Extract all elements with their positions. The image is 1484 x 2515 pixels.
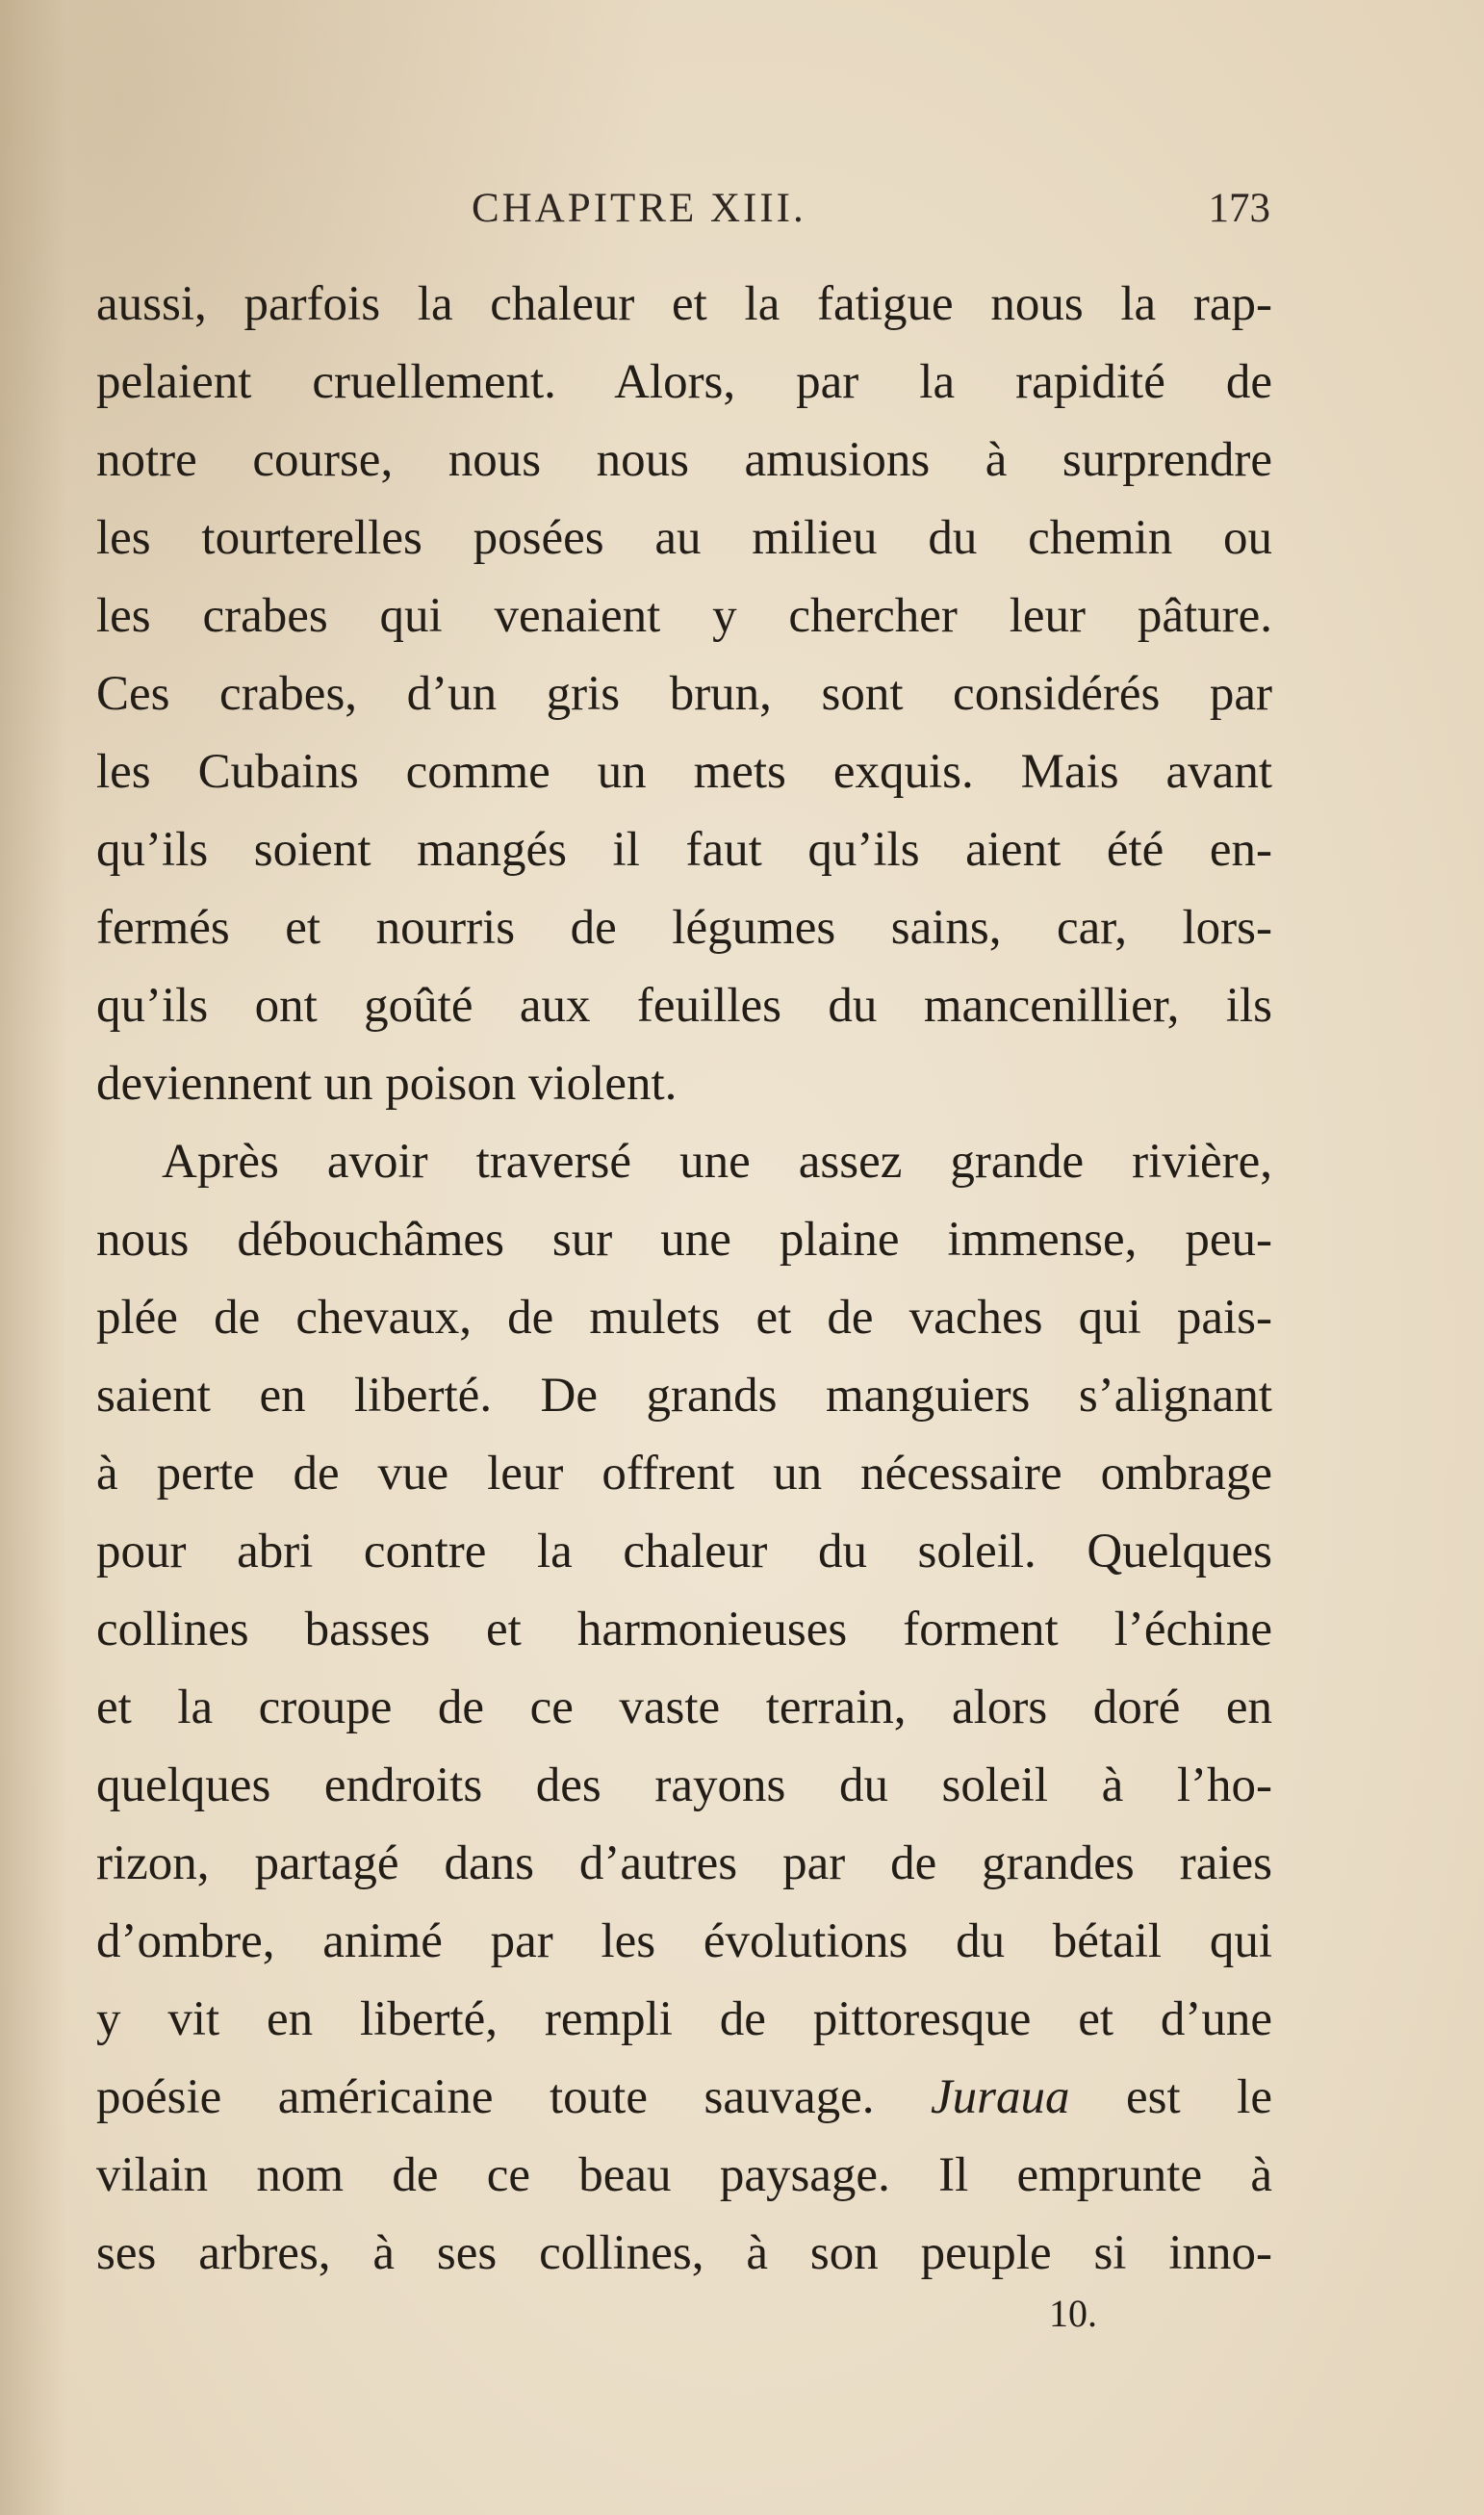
text-line: pour abri contre la chaleur du soleil. Quelques	[96, 1525, 1272, 1578]
text-line: deviennent un poison violent.	[96, 1057, 678, 1111]
text-line: qu’ils soient mangés il faut qu’ils aient été en-	[96, 823, 1272, 877]
text-line: Ces crabes, d’un gris brun, sont considérés par	[96, 667, 1272, 721]
paragraph-2	[96, 1123, 1272, 2293]
text-line: les crabes qui venaient y chercher leur pâture.	[96, 589, 1272, 643]
text-line-with-italic	[96, 2059, 1272, 2137]
text-line: Après avoir traversé une assez grande rivière,	[162, 1135, 1272, 1189]
text-line: fermés et nourris de légumes sains, car, lors-	[96, 901, 1272, 955]
text-line: qu’ils ont goûté aux feuilles du mancenillier, ils	[96, 979, 1272, 1033]
text-line: pelaient cruellement. Alors, par la rapidité de	[96, 355, 1272, 409]
running-head: CHAPITRE XIII.	[472, 186, 806, 231]
text-line: quelques endroits des rayons du soleil à l’ho-	[96, 1758, 1272, 1812]
page-number: 173	[1208, 186, 1270, 231]
text-fragment: est le	[1069, 2070, 1272, 2124]
text-line: à perte de vue leur offrent un nécessaire ombrage	[96, 1447, 1272, 1501]
page-header	[472, 185, 1280, 243]
text-line: ses arbres, à ses collines, à son peuple si inno-	[96, 2226, 1272, 2280]
text-line: collines basses et harmonieuses forment l’échine	[96, 1603, 1272, 1656]
page-edge-shadow	[0, 0, 67, 2515]
body-text	[96, 266, 1272, 2293]
text-line: les tourterelles posées au milieu du chemin ou	[96, 511, 1272, 565]
text-line: rizon, partagé dans d’autres par de grandes raies	[96, 1836, 1272, 1890]
paragraph-1	[96, 266, 1272, 1123]
text-fragment: poésie américaine toute sauvage.	[96, 2070, 932, 2124]
text-line: aussi, parfois la chaleur et la fatigue nous la rap-	[96, 277, 1272, 331]
text-line: plée de chevaux, de mulets et de vaches qui pais-	[96, 1291, 1272, 1345]
signature-mark: 10.	[1049, 2292, 1097, 2335]
text-line: vilain nom de ce beau paysage. Il emprunte à	[96, 2148, 1272, 2202]
text-line: y vit en liberté, rempli de pittoresque et d’une	[96, 1992, 1272, 2046]
text-line: les Cubains comme un mets exquis. Mais avant	[96, 745, 1272, 799]
text-line: d’ombre, animé par les évolutions du bétail qui	[96, 1914, 1272, 1968]
text-line: nous débouchâmes sur une plaine immense, peu-	[96, 1213, 1272, 1267]
text-line: et la croupe de ce vaste terrain, alors doré en	[96, 1681, 1272, 1734]
place-name-italic: Juraua	[931, 2070, 1070, 2124]
text-line: saient en liberté. De grands manguiers s’alignant	[96, 1369, 1272, 1423]
text-line: notre course, nous nous amusions à surprendre	[96, 433, 1272, 487]
